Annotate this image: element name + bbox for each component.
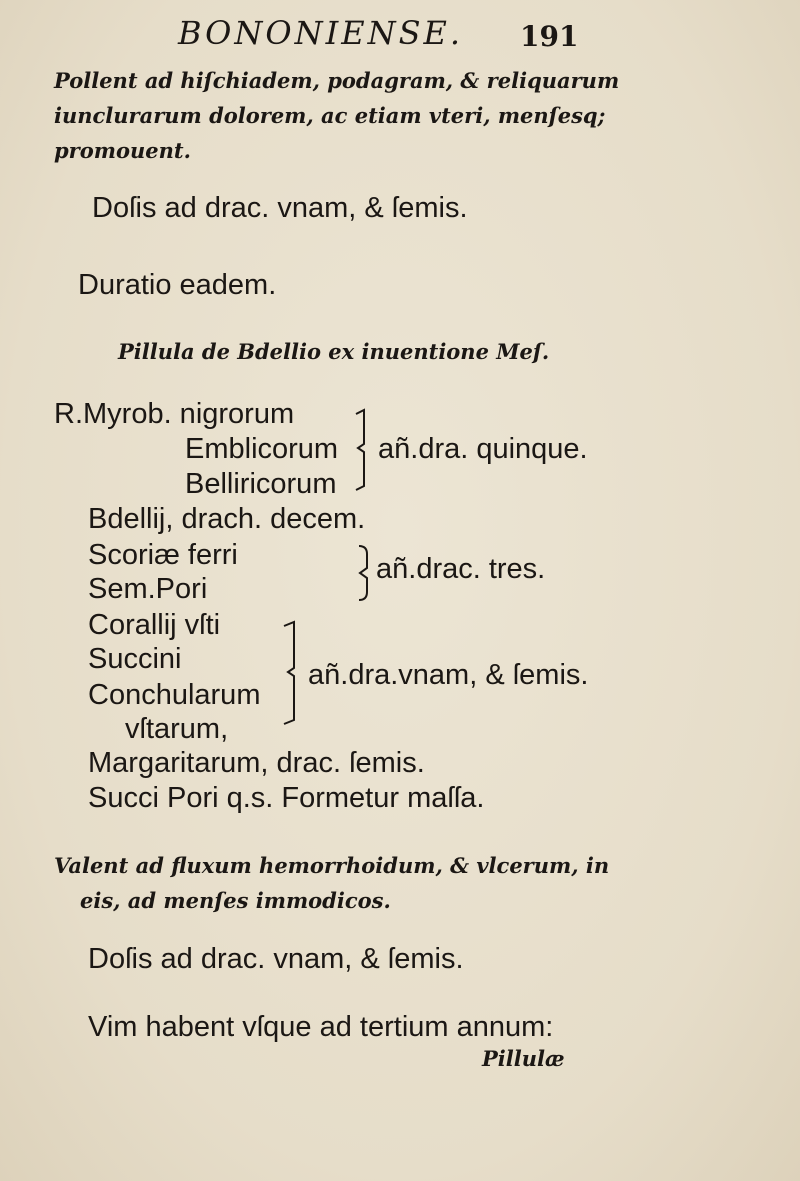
recipe-line-1: R.Myrob. nigrorum bbox=[54, 398, 295, 430]
usage-line-1: Valent ad fluxum hemorrhoidum, & vlcerum, in bbox=[54, 853, 610, 878]
usage-line-2: eis, ad menſes immodicos. bbox=[80, 888, 391, 913]
recipe-line-11: Margaritarum, drac. ſemis. bbox=[88, 747, 425, 779]
intro-line-1: Pollent ad hiſchiadem, podagram, & reliquarum bbox=[54, 68, 620, 93]
bracket-group-1 bbox=[352, 402, 372, 494]
recipe-line-4: Bdellij, drach. decem. bbox=[88, 503, 366, 535]
intro-line-3: promouent. bbox=[54, 138, 191, 163]
recipe-line-10: vſtarum, bbox=[125, 713, 229, 745]
recipe-line-3: Belliricorum bbox=[185, 468, 337, 500]
recipe-line-9: Conchularum bbox=[88, 679, 261, 711]
intro-line-2: iunclurarum dolorem, ac etiam vteri, menſesq; bbox=[54, 103, 606, 128]
amount-group-2: añ.drac. tres. bbox=[376, 553, 546, 585]
duration-line: Duratio eadem. bbox=[78, 269, 277, 301]
dose-line-1: Doſis ad drac. vnam, & ſemis. bbox=[92, 192, 468, 224]
catchword: Pillulæ bbox=[482, 1046, 565, 1071]
closing-line: Vim habent vſque ad tertium annum: bbox=[88, 1011, 554, 1043]
amount-group-3: añ.dra.vnam, & ſemis. bbox=[308, 659, 589, 691]
amount-group-1: añ.dra. quinque. bbox=[378, 433, 588, 465]
bracket-group-3 bbox=[280, 612, 304, 730]
recipe-line-7: Corallij vſti bbox=[88, 609, 221, 641]
recipe-line-6: Sem.Pori bbox=[88, 573, 208, 605]
bracket-group-2 bbox=[355, 540, 373, 606]
running-head: BONONIENSE. bbox=[178, 14, 464, 52]
page-number: 191 bbox=[520, 20, 579, 53]
recipe-line-8: Succini bbox=[88, 643, 182, 675]
recipe-line-5: Scoriæ ferri bbox=[88, 539, 238, 571]
recipe-line-12: Succi Pori q.s. Formetur maſſa. bbox=[88, 782, 485, 814]
recipe-title: Pillula de Bdellio ex inuentione Meſ. bbox=[118, 339, 550, 364]
dose-line-2: Doſis ad drac. vnam, & ſemis. bbox=[88, 943, 464, 975]
recipe-line-2: Emblicorum bbox=[185, 433, 339, 465]
